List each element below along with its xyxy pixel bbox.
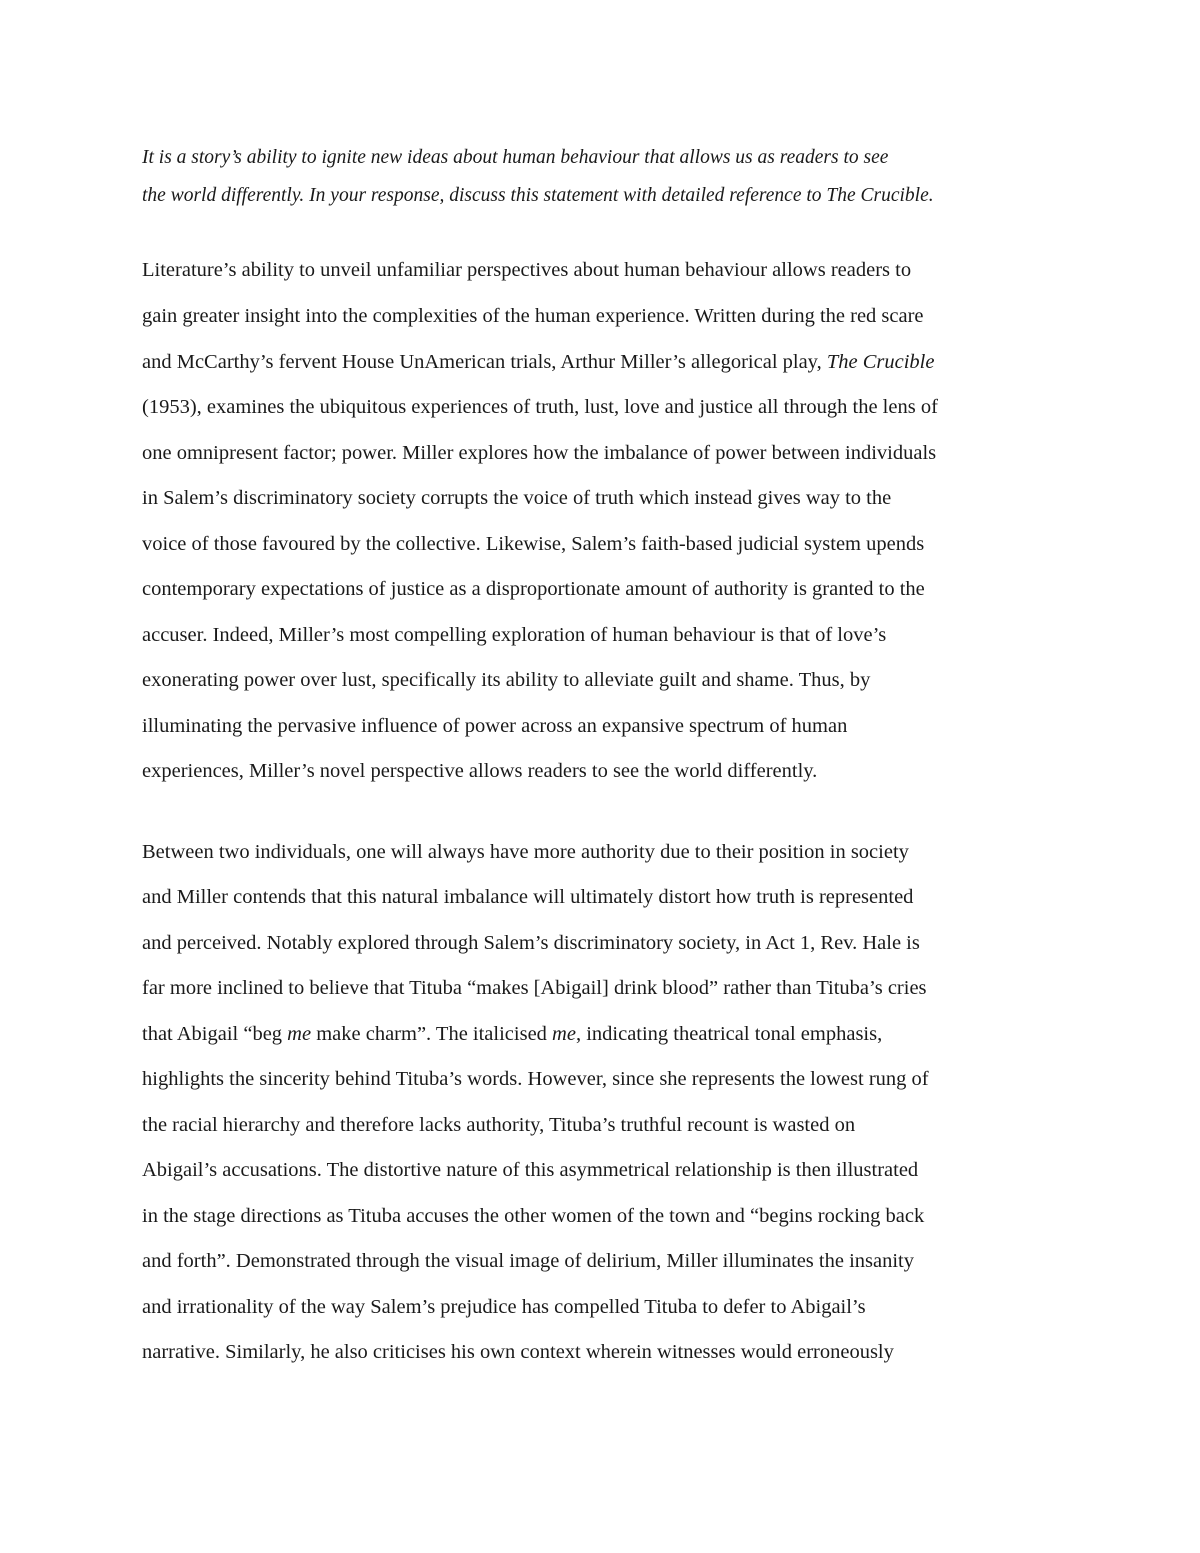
paragraph-line: in the stage directions as Tituba accuses the other women of the town and “begins rocking back [142,1205,925,1227]
paragraph-line: Abigail’s accusations. The distortive nature of this asymmetrical relationship is then illustrated [142,1159,919,1181]
paragraph-line: experiences, Miller’s novel perspective allows readers to see the world differently. [142,760,818,782]
emphasis-word: me [552,1023,576,1045]
emphasis-word: me [287,1023,312,1045]
paragraph-line: Between two individuals, one will always have more authority due to their position in society [142,841,909,863]
paragraph-line: far more inclined to believe that Tituba “makes [Abigail] drink blood” rather than Tituba’s cries [142,977,927,999]
paragraph-line: and perceived. Notably explored through Salem’s discriminatory society, in Act 1, Rev. Hale is [142,932,920,954]
prompt-line: the world differently. In your response, discuss this statement with detailed reference to The Crucible. [142,185,934,206]
paragraph-line: voice of those favoured by the collective. Likewise, Salem’s faith-based judicial system upends [142,533,925,555]
paragraph-line: Literature’s ability to unveil unfamiliar perspectives about human behaviour allows readers to [142,259,912,281]
paragraph-line-text: make charm”. The italicised [311,1023,553,1045]
play-title: The Crucible [826,351,935,373]
paragraph-line [142,1022,882,1046]
paragraph-line: gain greater insight into the complexities of the human experience. Written during the red scare [142,305,924,327]
paragraph-line: and irrationality of the way Salem’s prejudice has compelled Tituba to defer to Abigail’s [142,1296,866,1318]
paragraph-line: (1953), examines the ubiquitous experiences of truth, lust, love and justice all through the lens of [142,396,938,418]
paragraph-line: illuminating the pervasive influence of power across an expansive spectrum of human [142,715,848,737]
paragraph-line: the racial hierarchy and therefore lacks authority, Tituba’s truthful recount is wasted on [142,1114,856,1136]
paragraph-line-text: that Abigail “beg [142,1023,288,1045]
paragraph-line: in Salem’s discriminatory society corrupts the voice of truth which instead gives way to the [142,487,892,509]
paragraph-line: one omnipresent factor; power. Miller explores how the imbalance of power between individuals [142,442,937,464]
paragraph-line: exonerating power over lust, specifically its ability to alleviate guilt and shame. Thus, by [142,669,871,691]
paragraph-line: accuser. Indeed, Miller’s most compelling exploration of human behaviour is that of love’s [142,624,887,646]
paragraph-line: contemporary expectations of justice as a disproportionate amount of authority is granted to the [142,578,925,600]
paragraph-line: highlights the sincerity behind Tituba’s words. However, since she represents the lowest rung of [142,1068,929,1090]
paragraph-line-text: and McCarthy’s fervent House UnAmerican trials, Arthur Miller’s allegorical play, [142,351,822,373]
paragraph-line: and Miller contends that this natural imbalance will ultimately distort how truth is represented [142,886,914,908]
paragraph-line: and forth”. Demonstrated through the visual image of delirium, Miller illuminates the insanity [142,1250,914,1272]
prompt-line: It is a story’s ability to ignite new ideas about human behaviour that allows us as readers to see [142,147,889,168]
paragraph-line-text: , indicating theatrical tonal emphasis, [575,1023,883,1045]
paragraph-line [142,350,934,374]
paragraph-line: narrative. Similarly, he also criticises his own context wherein witnesses would erroneously [142,1341,894,1363]
